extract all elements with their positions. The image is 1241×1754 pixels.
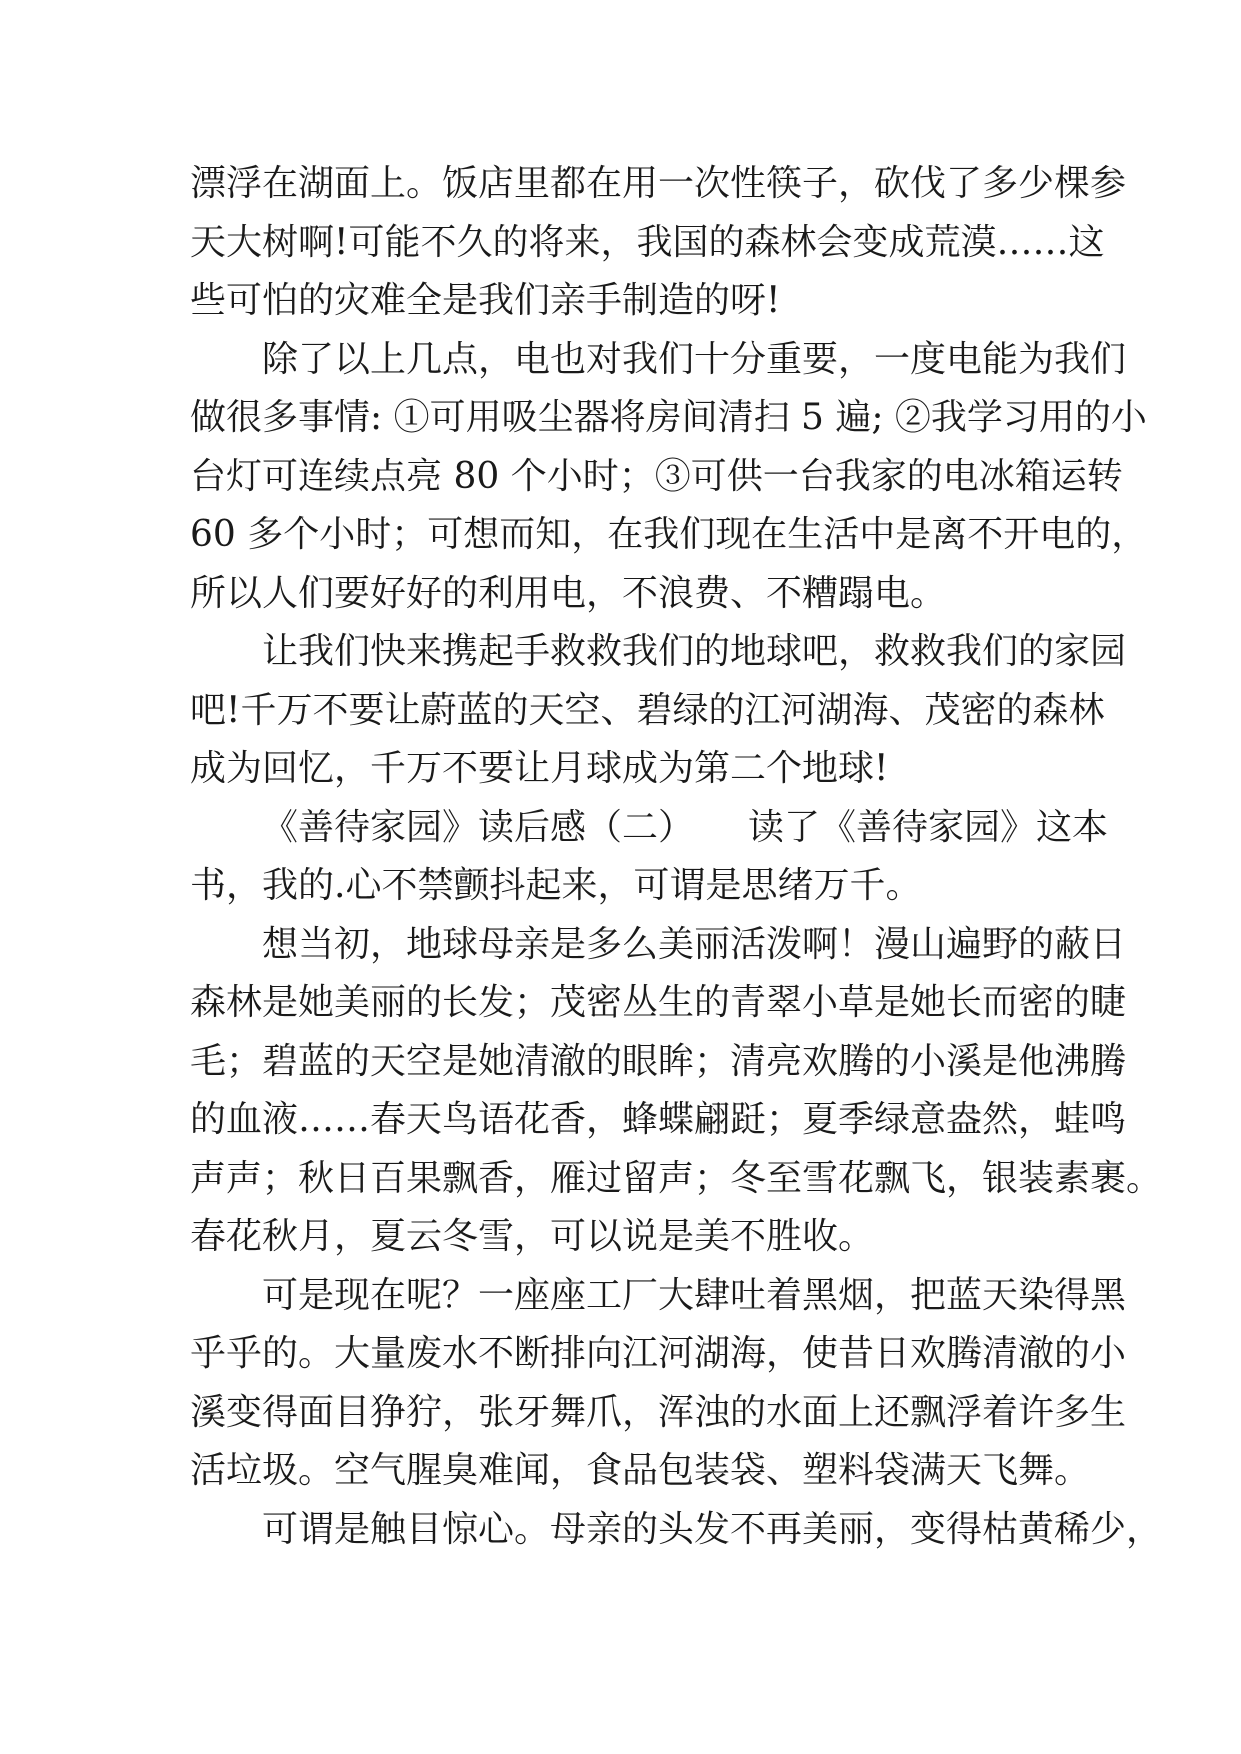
text-line: 成为回忆，千万不要让月球成为第二个地球! — [190, 748, 889, 789]
text-line: 《善待家园》读后感（二） 读了《善待家园》这本 — [262, 806, 1109, 848]
text-line: 春花秋月，夏云冬雪，可以说是美不胜收。 — [190, 1216, 875, 1257]
text-line: 活垃圾。空气腥臭难闻，食品包装袋、塑料袋满天飞舞。 — [190, 1450, 1091, 1491]
text-line: 乎乎的。大量废水不断排向江河湖海，使昔日欢腾清澈的小 — [190, 1333, 1127, 1374]
text-line: 书，我的.心不禁颤抖起来，可谓是思绪万千。 — [190, 865, 922, 906]
text-line: 溪变得面目狰狞，张牙舞爪，浑浊的水面上还飘浮着许多生 — [190, 1391, 1127, 1433]
text-line: 所以人们要好好的利用电，不浪费、不糟蹋电。 — [190, 572, 947, 614]
text-line: 吧!千万不要让蔚蓝的天空、碧绿的江河湖海、茂密的森林 — [190, 689, 1105, 731]
text-line: 让我们快来携起手救救我们的地球吧，救救我们的家园 — [262, 631, 1127, 672]
text-line: 天大树啊!可能不久的将来，我国的森林会变成荒漠……这 — [190, 221, 1105, 263]
text-line: 些可怕的灾难全是我们亲手制造的呀! — [190, 280, 781, 321]
text-line: 森林是她美丽的长发；茂密丛生的青翠小草是她长而密的睫 — [190, 982, 1127, 1023]
document-body — [190, 155, 1163, 1559]
text-line: 做很多事情: ①可用吸尘器将房间清扫 5 遍; ②我学习用的小 — [190, 397, 1147, 438]
text-line: 台灯可连续点亮 80 个小时；③可供一台我家的电冰箱运转 — [190, 455, 1123, 497]
text-line: 60 多个小时；可想而知，在我们现在生活中是离不开电的， — [190, 514, 1148, 555]
text-line: 漂浮在湖面上。饭店里都在用一次性筷子，砍伐了多少棵参 — [190, 163, 1127, 204]
text-line: 除了以上几点，电也对我们十分重要，一度电能为我们 — [262, 338, 1127, 380]
text-line: 可是现在呢？一座座工厂大肆吐着黑烟，把蓝天染得黑 — [262, 1274, 1127, 1316]
text-line: 声声；秋日百果飘香，雁过留声；冬至雪花飘飞，银装素裹。 — [190, 1157, 1163, 1199]
text-line: 毛；碧蓝的天空是她清澈的眼眸；清亮欢腾的小溪是他沸腾 — [190, 1040, 1127, 1082]
text-line: 的血液……春天鸟语花香，蜂蝶翩跹；夏季绿意盎然，蛙鸣 — [190, 1099, 1127, 1140]
text-line: 可谓是触目惊心。母亲的头发不再美丽，变得枯黄稀少， — [262, 1508, 1163, 1550]
text-line: 想当初，地球母亲是多么美丽活泼啊！漫山遍野的蔽日 — [262, 923, 1127, 965]
